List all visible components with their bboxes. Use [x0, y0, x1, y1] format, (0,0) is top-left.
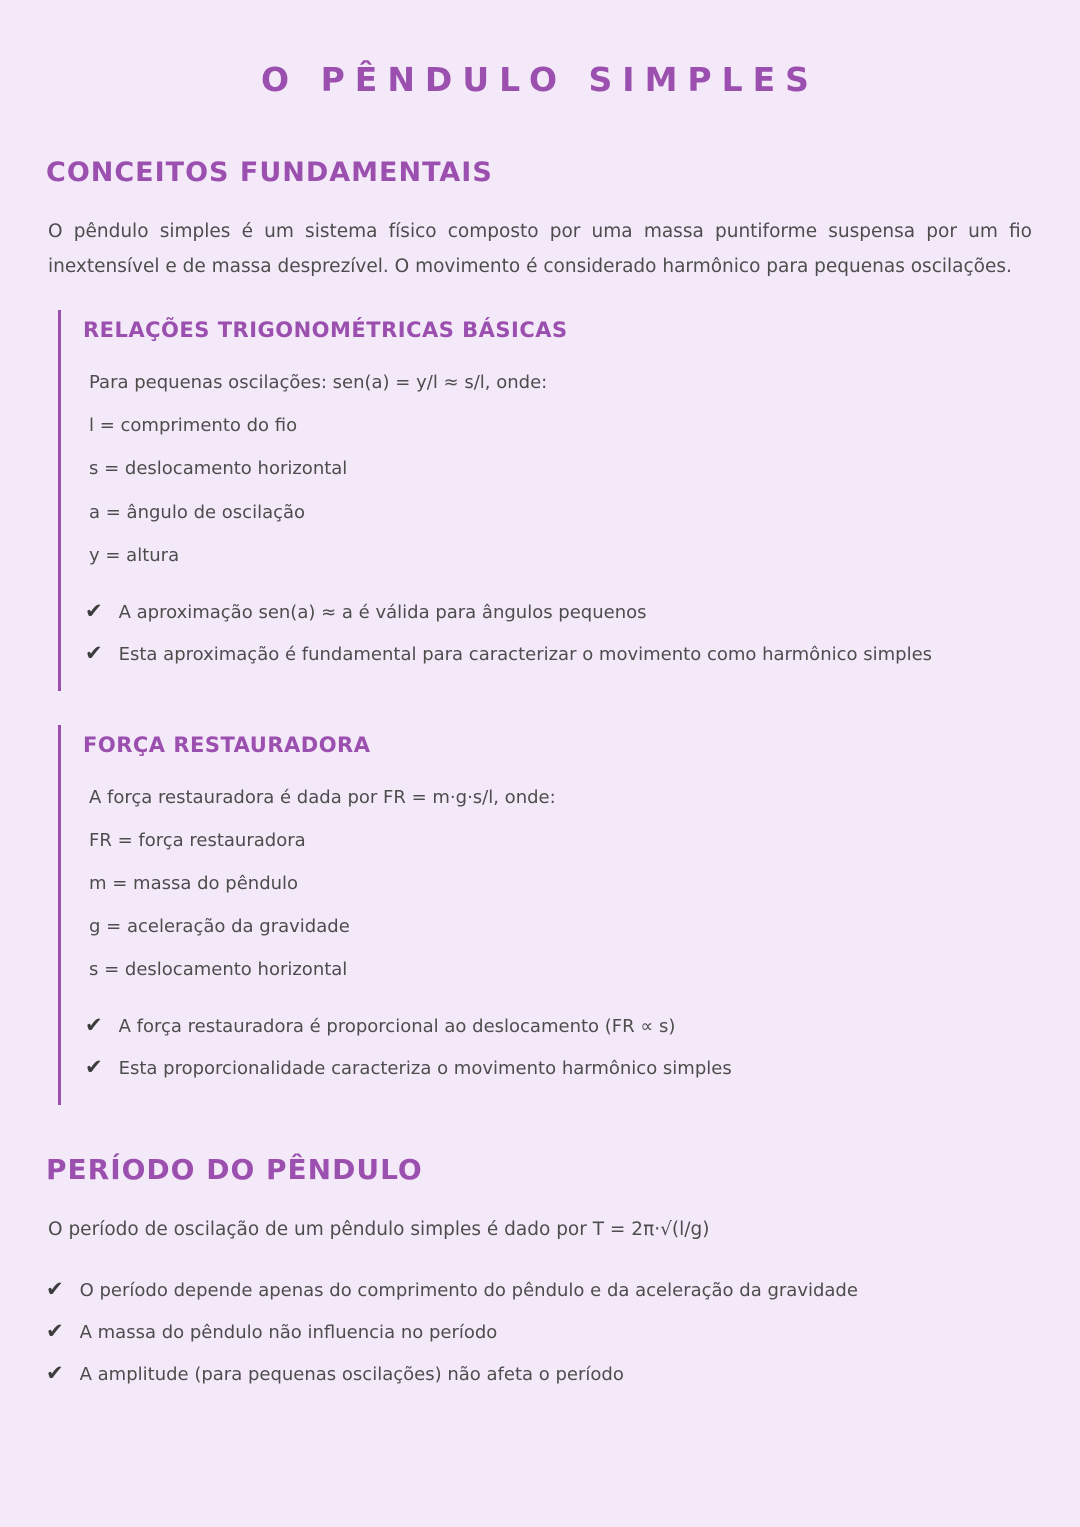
- definition-line: g = aceleração da gravidade: [89, 916, 350, 938]
- check-list: [83, 599, 1034, 668]
- check-item: [46, 1277, 1034, 1304]
- definition-line: A força restauradora é dada por FR = m·g·s/l, onde:: [89, 786, 556, 808]
- check-icon: ✔: [85, 598, 103, 623]
- check-icon: ✔: [46, 1277, 64, 1302]
- block-forca-restauradora: [58, 725, 1034, 1105]
- definition-line: FR = força restauradora: [89, 829, 306, 851]
- check-text: A massa do pêndulo não influencia no período: [79, 1322, 498, 1344]
- check-icon: ✔: [46, 1319, 64, 1344]
- block-heading: FORÇA RESTAURADORA: [83, 732, 371, 757]
- block-relacoes-trigonometricas: [58, 310, 1034, 690]
- section-intro: O período de oscilação de um pêndulo simples é dado por T = 2π·√(l/g): [48, 1219, 710, 1241]
- section-conceitos-fundamentais: [46, 157, 1034, 1105]
- definition-line: Para pequenas oscilações: sen(a) = y/l ≈ s/l, onde:: [89, 372, 548, 394]
- check-item: [85, 1013, 1034, 1040]
- check-item: [46, 1361, 1034, 1388]
- notes-page: [46, 60, 1034, 1388]
- definition-line: y = altura: [89, 544, 180, 566]
- section-heading: PERÍODO DO PÊNDULO: [46, 1153, 423, 1187]
- check-list: [83, 1013, 1034, 1082]
- check-list: [46, 1277, 1034, 1388]
- definition-line: s = deslocamento horizontal: [89, 458, 348, 480]
- section-intro: O pêndulo simples é um sistema físico composto por uma massa puntiforme suspensa por um fio inextensível e de massa desprezível. O movimento é considerado harmônico para pequenas oscilações.: [48, 221, 1032, 278]
- check-text: O período depende apenas do comprimento do pêndulo e da aceleração da gravidade: [79, 1280, 858, 1302]
- definition-line: s = deslocamento horizontal: [89, 959, 348, 981]
- check-item: [85, 641, 1034, 668]
- block-heading: RELAÇÕES TRIGONOMÉTRICAS BÁSICAS: [83, 318, 568, 343]
- definition-line: l = comprimento do fio: [89, 415, 298, 437]
- section-heading: CONCEITOS FUNDAMENTAIS: [46, 157, 493, 188]
- definition-line: m = massa do pêndulo: [89, 872, 299, 894]
- check-icon: ✔: [85, 1013, 103, 1038]
- section-periodo-do-pendulo: [46, 1153, 1034, 1388]
- check-text: Esta aproximação é fundamental para caracterizar o movimento como harmônico simples: [118, 643, 933, 665]
- page-title: O PÊNDULO SIMPLES: [261, 60, 819, 99]
- check-icon: ✔: [46, 1361, 64, 1386]
- check-text: Esta proporcionalidade caracteriza o movimento harmônico simples: [118, 1058, 732, 1080]
- definition-line: a = ângulo de oscilação: [89, 501, 306, 523]
- check-text: A força restauradora é proporcional ao deslocamento (FR ∝ s): [118, 1016, 676, 1038]
- check-icon: ✔: [85, 640, 103, 665]
- check-item: [46, 1319, 1034, 1346]
- check-item: [85, 599, 1034, 626]
- check-text: A aproximação sen(a) ≈ a é válida para ângulos pequenos: [118, 601, 647, 623]
- check-text: A amplitude (para pequenas oscilações) não afeta o período: [79, 1364, 624, 1386]
- check-item: [85, 1055, 1034, 1082]
- check-icon: ✔: [85, 1055, 103, 1080]
